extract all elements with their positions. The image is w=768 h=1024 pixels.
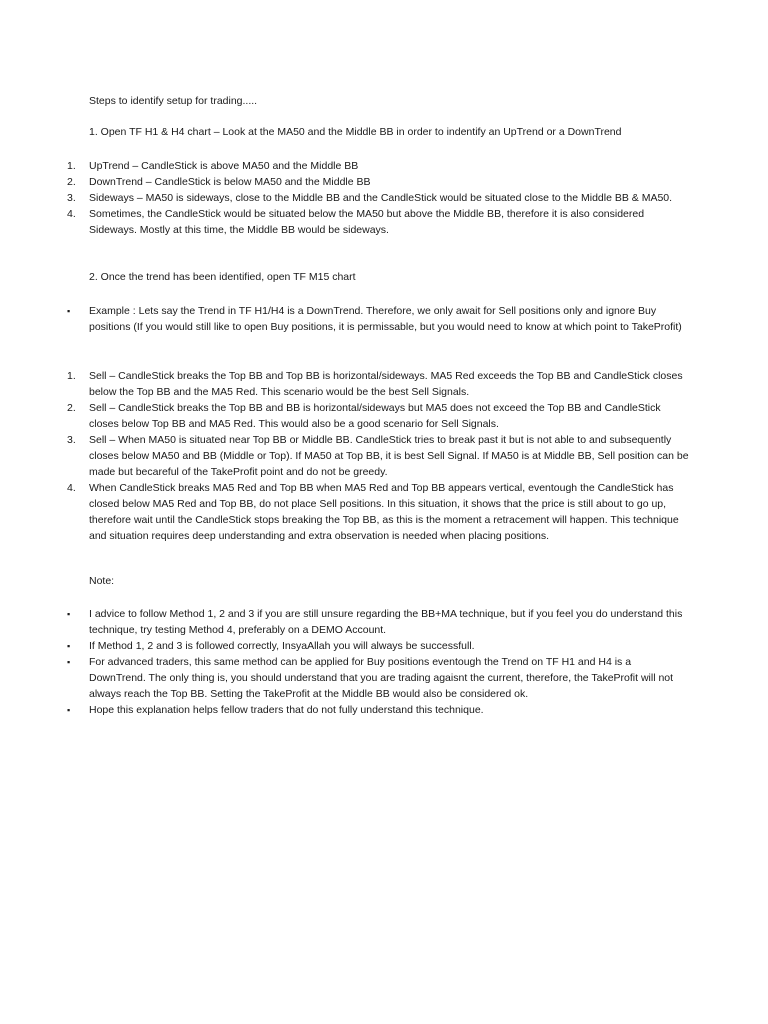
list-item-text: Sell – When MA50 is situated near Top BB or Middle BB. CandleStick tries to break past it but is not able to and subsequently closes below MA50 and BB (Middle or Top). If MA50 at Top BB, it is best Sell Signal. If MA50 is at Middle BB, Sell position can be made but becareful of the TakeProfit point and do not be greedy. bbox=[89, 434, 689, 478]
note-text: If Method 1, 2 and 3 is followed correctly, InsyaAllah you will always be successfull. bbox=[89, 640, 475, 652]
list-number: 1. bbox=[67, 160, 76, 172]
square-bullet-icon: ▪ bbox=[67, 657, 71, 667]
list-number: 4. bbox=[67, 208, 76, 220]
list-item bbox=[0, 480, 689, 544]
list-item-text: Sell – CandleStick breaks the Top BB and BB is horizontal/sideways but MA5 does not exceed the Top BB and CandleStick closes below Top BB and MA5 Red. This would also be a good scenario for Sell Signals. bbox=[89, 402, 661, 430]
list-item bbox=[0, 702, 689, 718]
list-item bbox=[0, 638, 689, 654]
list-number: 3. bbox=[67, 192, 76, 204]
list-item bbox=[0, 432, 689, 480]
square-bullet-icon: ▪ bbox=[67, 306, 71, 316]
note-text: Hope this explanation helps fellow traders that do not fully understand this technique. bbox=[89, 704, 484, 716]
square-bullet-icon: ▪ bbox=[67, 609, 71, 619]
list-item-text: When CandleStick breaks MA5 Red and Top BB when MA5 Red and Top BB appears vertical, eventough the CandleStick has closed below MA5 Red and Top BB, do not place Sell positions. In this situation, it shows that the price is still about to go up, therefore wait until the CandleStick stops breaking the Top BB, as this is the moment a retracement will happen. This technique and situation requires deep understanding and extra observation is needed when placing positions. bbox=[89, 482, 679, 542]
list-item bbox=[0, 654, 689, 702]
list-item bbox=[0, 206, 689, 238]
list-number: 2. bbox=[67, 402, 76, 414]
list-number: 3. bbox=[67, 434, 76, 446]
list-item-text: UpTrend – CandleStick is above MA50 and the Middle BB bbox=[89, 160, 359, 172]
list-item-text: Sideways – MA50 is sideways, close to the Middle BB and the CandleStick would be situated close to the Middle BB & MA50. bbox=[89, 192, 673, 204]
note-text: I advice to follow Method 1, 2 and 3 if you are still unsure regarding the BB+MA technique, but if you feel you do understand this technique, try testing Method 4, preferably on a DEMO Account. bbox=[89, 608, 683, 636]
list-item bbox=[0, 158, 689, 174]
list-item bbox=[0, 400, 689, 432]
list-item-text: Sometimes, the CandleStick would be situated below the MA50 but above the Middle BB, therefore it is also considered Sideways. Mostly at this time, the Middle BB would be sideways. bbox=[89, 208, 645, 236]
step-2-heading: 2. Once the trend has been identified, open TF M15 chart bbox=[89, 271, 356, 283]
list-item-text: Sell – CandleStick breaks the Top BB and Top BB is horizontal/sideways. MA5 Red exceeds the Top BB and CandleStick closes below the Top BB and the MA5 Red. This scenario would be the best Sell Signals. bbox=[89, 370, 683, 398]
example-text: Example : Lets say the Trend in TF H1/H4 is a DownTrend. Therefore, we only await for Sell positions only and ignore Buy positions (If you would still like to open Buy positions, it is permissable, but you would need to know at which point to TakeProfit) bbox=[89, 305, 682, 333]
square-bullet-icon: ▪ bbox=[67, 641, 71, 651]
document-title: Steps to identify setup for trading..... bbox=[89, 95, 258, 107]
list-item-text: DownTrend – CandleStick is below MA50 and the Middle BB bbox=[89, 176, 371, 188]
list-item bbox=[0, 606, 689, 638]
list-number: 2. bbox=[67, 176, 76, 188]
step-1-heading: 1. Open TF H1 & H4 chart – Look at the MA50 and the Middle BB in order to indentify an UpTrend or a DownTrend bbox=[89, 126, 622, 138]
list-number: 4. bbox=[67, 482, 76, 494]
list-item bbox=[0, 190, 689, 206]
note-heading: Note: bbox=[89, 575, 115, 587]
notes-list bbox=[0, 606, 768, 718]
list-item bbox=[0, 303, 689, 335]
trend-list bbox=[0, 158, 768, 238]
list-number: 1. bbox=[67, 370, 76, 382]
example-list bbox=[0, 303, 768, 335]
sell-signal-list bbox=[0, 368, 768, 544]
square-bullet-icon: ▪ bbox=[67, 705, 71, 715]
list-item bbox=[0, 368, 689, 400]
list-item bbox=[0, 174, 689, 190]
note-text: For advanced traders, this same method can be applied for Buy positions eventough the Trend on TF H1 and H4 is a DownTrend. The only thing is, you should understand that you are trading agaisnt the current, therefore, the TakeProfit will not always reach the Top BB. Setting the TakeProfit at the Middle BB would also be considered ok. bbox=[89, 656, 674, 700]
